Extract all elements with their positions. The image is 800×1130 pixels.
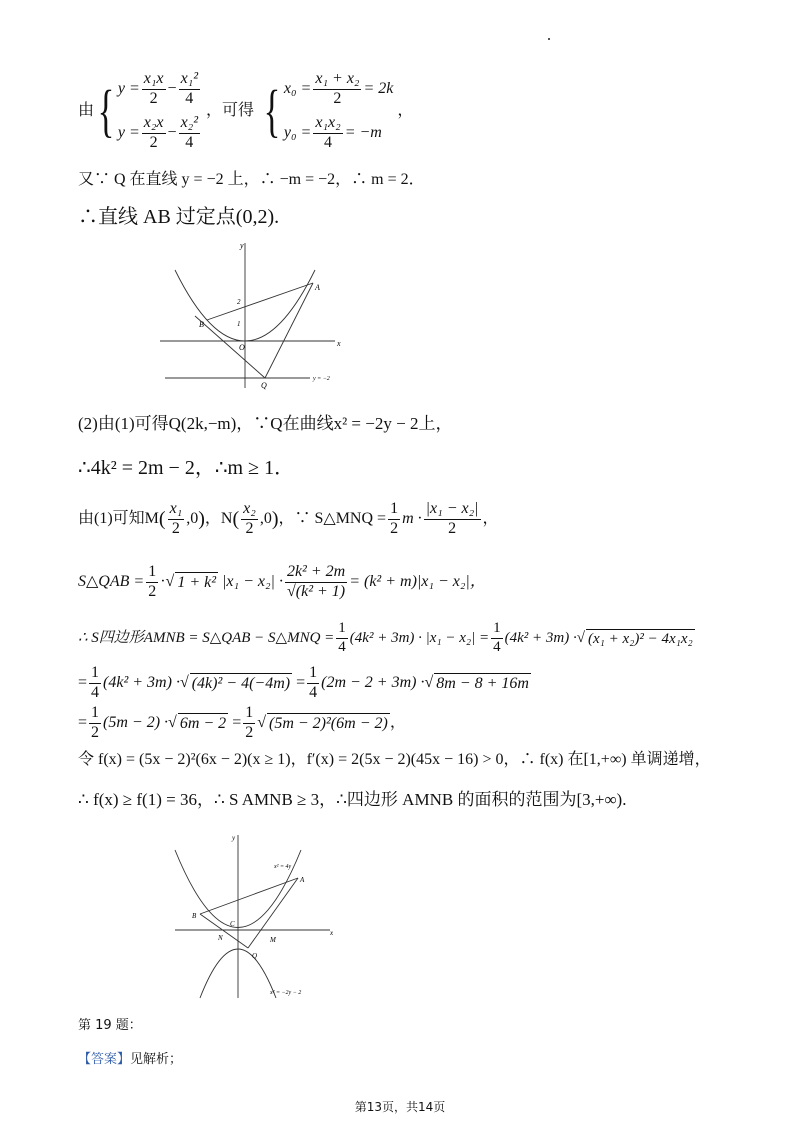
system-line — [78, 66, 413, 156]
l8-mid2: (4k² + 3m) · — [504, 630, 577, 646]
l10-h2-den: 2 — [245, 723, 254, 741]
fig2-pt-q: Q — [252, 952, 258, 960]
figure-1 — [155, 238, 345, 390]
l10-half — [89, 704, 101, 742]
l8-radical-sign: √ — [576, 630, 585, 646]
l6-n-tail: ,0 — [259, 510, 272, 528]
answer-tag: 【答案】 — [78, 1052, 131, 1067]
res2-frac — [313, 114, 342, 152]
l6-m-den: 2 — [171, 519, 180, 537]
l7-left: S△QAB = — [78, 573, 145, 591]
fig2-pt-c: C — [230, 920, 235, 928]
l9-q-num: 1 — [89, 664, 101, 683]
fig2-axis-x: x — [330, 929, 334, 937]
text-line-7 — [78, 556, 486, 608]
sys-eq-2 — [118, 111, 202, 155]
eq2-f2-den: 4 — [185, 133, 194, 151]
l8-q-num: 1 — [336, 620, 348, 638]
answer-body: 见解析； — [130, 1052, 183, 1067]
text-line-8 — [78, 614, 695, 662]
sys-mid: ，可得 — [206, 102, 255, 120]
l6-paren-open-1: ( — [158, 508, 166, 530]
res1-frac — [313, 70, 361, 108]
l6-paren-open-2: ( — [232, 508, 240, 530]
l10-mid: (5m − 2) · — [103, 714, 169, 732]
sys-eq-1 — [118, 67, 202, 111]
text-line-6 — [78, 492, 499, 546]
eq2-f1-num: x₂x — [142, 114, 166, 133]
eq1-f1-num: x₁x — [142, 70, 166, 89]
eq1-frac-1 — [142, 70, 166, 108]
res1-num: x₁ + x₂ — [313, 70, 361, 89]
text-line-14 — [78, 1052, 182, 1068]
l10-eq: = — [78, 714, 88, 732]
fig1-tick-2: 2 — [237, 298, 241, 306]
res1-den: 2 — [333, 89, 342, 107]
fig2-pt-b: B — [192, 912, 197, 920]
text-line-3: ∴直线 AB 过定点(0,2). — [78, 206, 280, 228]
l7-right: = (k² + m)|x₁ − x₂|， — [349, 573, 486, 591]
left-brace-2: { — [263, 78, 281, 143]
page-footer: 第13页，共14页 — [354, 1100, 446, 1114]
eq2-f1-den: 2 — [149, 133, 158, 151]
res2-den: 4 — [324, 133, 333, 151]
res2-right: = −m — [344, 124, 382, 142]
system-results — [284, 67, 394, 155]
l9-mid2: (2m − 2 + 3m) · — [321, 674, 425, 692]
text-line-11: 令 f(x) = (5x − 2)²(6x − 2)(x ≥ 1)，f′(x) = 2(5x − 2)(45x − 16) > 0，∴ f(x) 在[1,+∞) 单调递增， — [78, 751, 711, 768]
l8-quarter — [336, 620, 348, 656]
figure-2 — [170, 830, 340, 1002]
fig1-axis-y: y — [240, 241, 244, 250]
l9-eq: = — [78, 674, 88, 692]
l7-f-den: √(k² + 1) — [286, 582, 346, 600]
text-line-5: ∴4k² = 2m − 2，∴m ≥ 1． — [78, 457, 295, 479]
l10-h2-num: 1 — [243, 704, 255, 723]
l10-end: ， — [389, 714, 406, 732]
fig1-line-label: y = −2 — [313, 376, 330, 382]
text-line-12: ∴ f(x) ≥ f(1) = 36，∴ S AMNB ≥ 3，∴四边形 AMNB 的面积的范围为[3,+∞). — [78, 790, 627, 809]
l7-mid: |x₁ − x₂| · — [222, 573, 283, 591]
fig2-pt-a: A — [300, 876, 305, 884]
l6-end: ， — [482, 510, 499, 528]
l6-prefix: 由(1)可知M — [78, 510, 159, 528]
stray-dot — [548, 38, 550, 40]
l9-eq2: = — [296, 674, 306, 692]
fig2-axis-y: y — [232, 834, 236, 842]
l7-half-num: 1 — [146, 563, 158, 582]
l6-abs-num: |x₁ − x₂| — [424, 500, 481, 519]
l6-paren-close-2: ) — [271, 508, 279, 530]
l10-radical-sign: √ — [168, 714, 177, 732]
l6-m-frac — [168, 500, 185, 538]
eq1-f2-num: x₁² — [179, 70, 200, 89]
res-1 — [284, 67, 394, 111]
left-brace-1: { — [97, 78, 115, 143]
fig2-curve1: x² = 4y — [274, 864, 292, 870]
fig1-pt-b: B — [199, 320, 204, 329]
res2-num: x₁x₂ — [313, 114, 342, 133]
l6-n-den: 2 — [245, 519, 254, 537]
l8-sqrt: (x₁ + x₂)² − 4x₁x₂ — [587, 630, 693, 647]
l7-radical-sign: √ — [165, 573, 175, 591]
l8-quarter-2 — [491, 620, 503, 656]
fig2-tangent-b — [200, 914, 248, 948]
l7-half — [146, 563, 158, 601]
eq1-f2-den: 4 — [185, 89, 194, 107]
fig2-pt-n: N — [218, 934, 223, 942]
eq2-frac-2 — [179, 114, 200, 152]
fig2-pt-m: M — [270, 936, 276, 944]
fig2-chord-ab — [200, 878, 298, 914]
eq2-frac-1 — [142, 114, 166, 152]
l6-n-num: x₂ — [241, 500, 258, 519]
l9-q2-num: 1 — [307, 664, 319, 683]
l6-abs-den: 2 — [448, 519, 457, 537]
res2-left: y₀ = — [283, 124, 312, 142]
l9-quarter — [89, 664, 101, 702]
l8-q-den: 4 — [338, 638, 346, 655]
l6-m-tail: ,0 — [186, 510, 199, 528]
l10-h-num: 1 — [89, 704, 101, 723]
l7-frac — [285, 563, 347, 601]
l10-sqrt: 6m − 2 — [179, 714, 227, 732]
fig1-tick-1: 1 — [237, 320, 241, 328]
text-line-2: 又∵ Q 在直线 y = −2 上，∴ −m = −2，∴ m = 2． — [78, 171, 425, 188]
eq1-minus: − — [167, 80, 177, 98]
l7-dot: · — [160, 573, 166, 591]
l10-sqrt2: (5m − 2)²(6m − 2) — [269, 714, 388, 732]
l10-half-2 — [243, 704, 255, 742]
fig1-pt-q: Q — [261, 381, 267, 390]
eq1-frac-2 — [179, 70, 200, 108]
fig1-axis-x: x — [337, 339, 341, 348]
l7-sqrt: 1 + k² — [177, 573, 217, 591]
l9-sqrt: (4k)² − 4(−4m) — [191, 674, 291, 692]
l6-m-num: x₁ — [168, 500, 185, 519]
l9-mid: (4k² + 3m) · — [103, 674, 180, 692]
l9-q-den: 4 — [91, 683, 100, 701]
l6-half-den: 2 — [390, 519, 399, 537]
l8-left: ∴ S四边形AMNB = S△QAB − S△MNQ = — [78, 630, 335, 646]
l10-eq2: = — [232, 714, 242, 732]
l10-h-den: 2 — [91, 723, 100, 741]
sys-tail: ， — [397, 102, 414, 120]
system-equations — [118, 67, 202, 155]
l9-sqrt2: 8m − 8 + 16m — [436, 674, 529, 692]
l8-q2-den: 4 — [493, 638, 501, 655]
l6-s: ，∵ S△MNQ = — [278, 510, 387, 528]
eq1-f1-den: 2 — [149, 89, 158, 107]
fig1-tangent-b — [195, 316, 265, 378]
fig1-pt-a: A — [315, 283, 320, 292]
l6-n-frac — [241, 500, 258, 538]
l6-paren-close-1: ) — [198, 508, 205, 530]
l6-m: m · — [402, 510, 422, 528]
text-line-13: 第 19 题： — [78, 1018, 142, 1033]
l8-mid: (4k² + 3m) · |x₁ − x₂| = — [349, 630, 490, 646]
l7-f-num: 2k² + 2m — [285, 563, 347, 582]
l6-half — [388, 500, 400, 538]
text-line-4: (2)由(1)可得Q(2k,−m)，∵Q在曲线x² = −2y − 2上， — [78, 414, 453, 433]
l9-radical-sign: √ — [179, 674, 189, 692]
l7-half-den: 2 — [148, 582, 157, 600]
fig2-curve2: x² = −2y − 2 — [270, 990, 302, 996]
l9-quarter-2 — [307, 664, 319, 702]
l6-abs-frac — [424, 500, 481, 538]
l6-comma: ，N — [204, 510, 233, 528]
l8-q2-num: 1 — [491, 620, 503, 638]
l9-radical-sign-2: √ — [424, 674, 434, 692]
sys-prefix: 由 — [78, 102, 95, 120]
eq1-left: y = — [117, 80, 140, 98]
res1-left: x₀ = — [283, 80, 312, 98]
l9-q2-den: 4 — [309, 683, 318, 701]
res1-right: = 2k — [363, 80, 394, 98]
text-line-10 — [78, 700, 406, 746]
l6-half-num: 1 — [388, 500, 400, 519]
eq2-left: y = — [117, 124, 140, 142]
res-2 — [284, 111, 394, 155]
eq2-minus: − — [167, 124, 177, 142]
eq2-f2-num: x₂² — [179, 114, 200, 133]
fig1-pt-o: O — [239, 343, 245, 352]
l10-radical-sign-2: √ — [257, 714, 266, 732]
